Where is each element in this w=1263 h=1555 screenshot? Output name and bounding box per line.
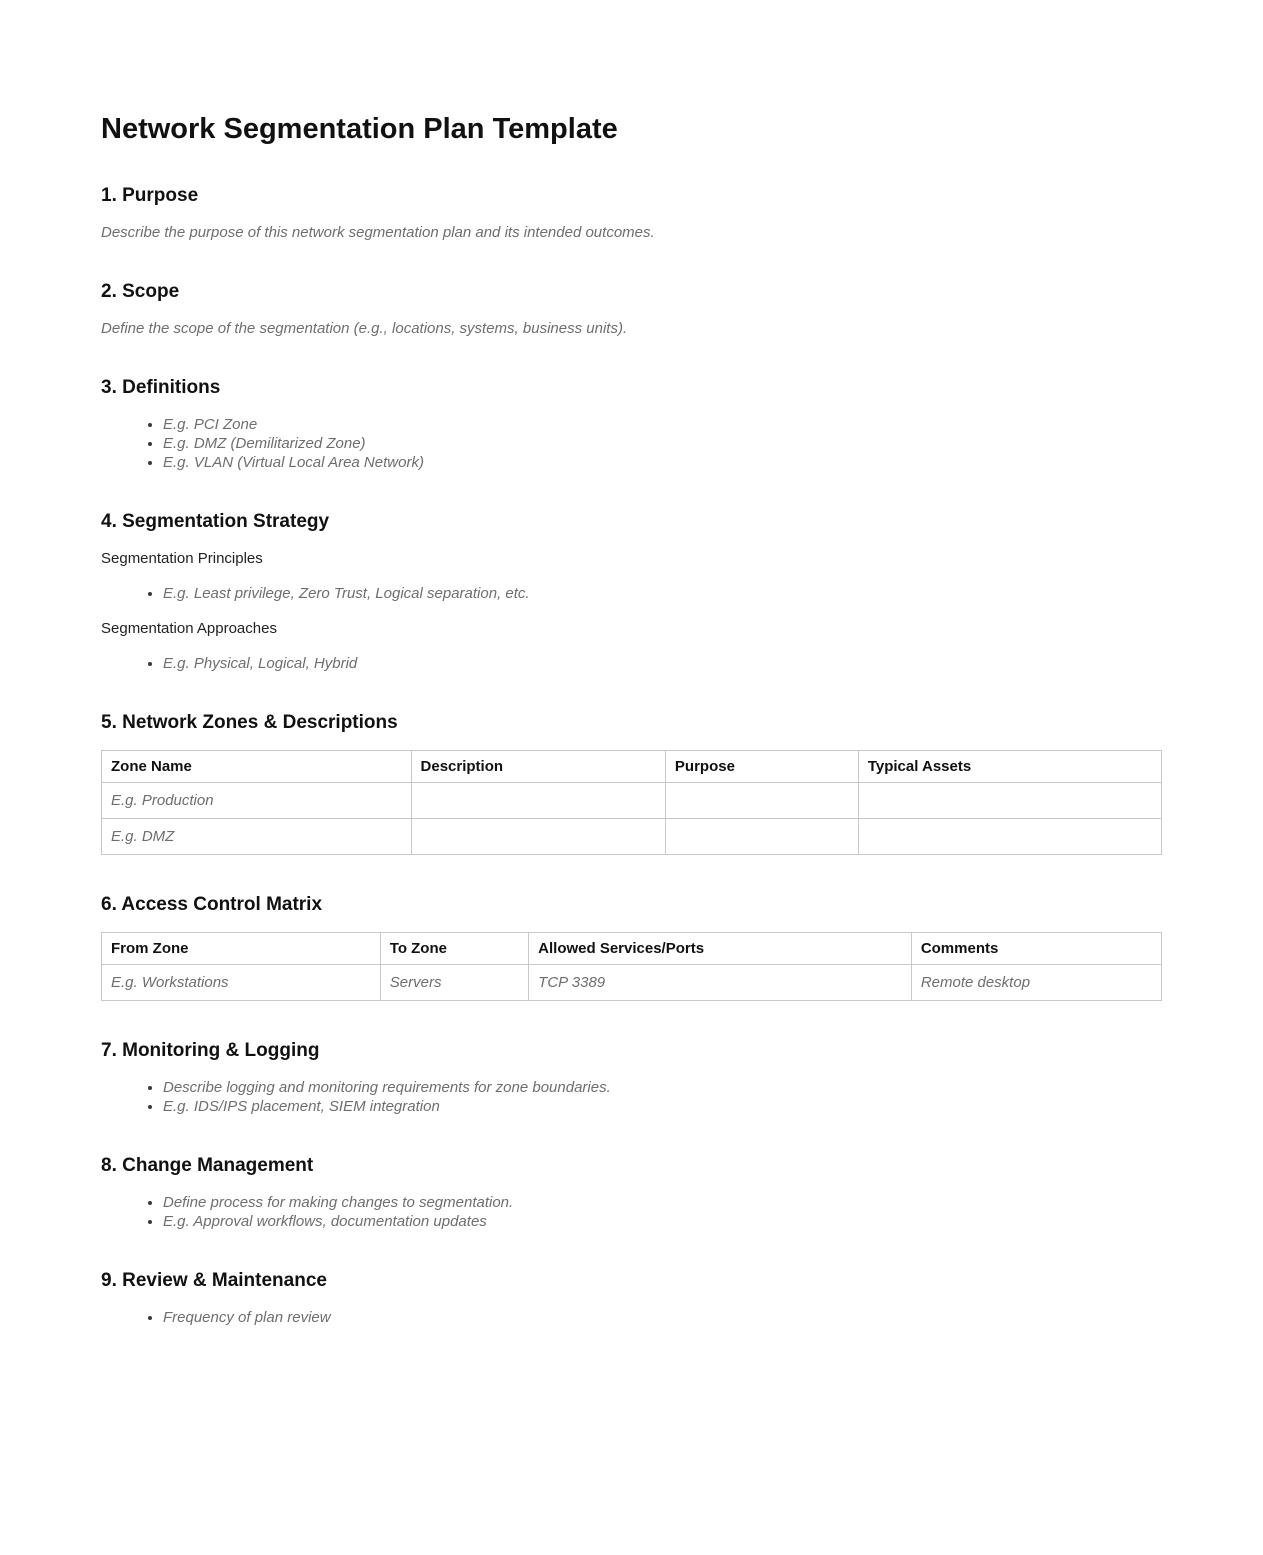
list-item: • E.g. IDS/IPS placement, SIEM integration <box>163 1097 1162 1116</box>
list-item: • E.g. Physical, Logical, Hybrid <box>163 654 1162 673</box>
table-row <box>102 819 1162 855</box>
column-header: Allowed Services/Ports <box>529 933 912 965</box>
section-heading-access: 6. Access Control Matrix <box>101 894 323 915</box>
column-header: Purpose <box>665 751 858 783</box>
section-heading-strategy: 4. Segmentation Strategy <box>101 511 330 532</box>
network-zones-table <box>101 750 1162 855</box>
strategy-principles-list <box>101 584 1162 603</box>
list-item: • E.g. Least privilege, Zero Trust, Logical separation, etc. <box>163 584 1162 603</box>
table-cell: E.g. DMZ <box>102 819 412 855</box>
column-header: From Zone <box>102 933 381 965</box>
section-monitoring-logging <box>101 1039 1162 1116</box>
strategy-principles-label: Segmentation Principles <box>101 550 263 567</box>
review-maintenance-list <box>101 1308 1162 1327</box>
scope-placeholder-text: Define the scope of the segmentation (e.g., locations, systems, business units). <box>101 320 628 337</box>
table-cell <box>411 783 665 819</box>
list-item: • Frequency of plan review <box>163 1308 1162 1327</box>
section-review-maintenance <box>101 1269 1162 1327</box>
table-cell <box>858 783 1161 819</box>
list-item: • E.g. Approval workflows, documentation updates <box>163 1212 1162 1231</box>
access-control-table <box>101 932 1162 1001</box>
section-access-control-matrix <box>101 893 1162 1001</box>
list-item: • Describe logging and monitoring requirements for zone boundaries. <box>163 1078 1162 1097</box>
section-heading-review: 9. Review & Maintenance <box>101 1270 327 1291</box>
table-cell: Remote desktop <box>911 965 1161 1001</box>
section-purpose <box>101 184 1162 242</box>
table-header-row <box>102 933 1162 965</box>
column-header: Typical Assets <box>858 751 1161 783</box>
table-cell: E.g. Production <box>102 783 412 819</box>
table-cell: Servers <box>380 965 528 1001</box>
strategy-approaches-list <box>101 654 1162 673</box>
column-header: Zone Name <box>102 751 412 783</box>
column-header: To Zone <box>380 933 528 965</box>
section-heading-change: 8. Change Management <box>101 1155 314 1176</box>
column-header: Description <box>411 751 665 783</box>
section-heading-definitions: 3. Definitions <box>101 377 221 398</box>
purpose-placeholder-text: Describe the purpose of this network segmentation plan and its intended outcomes. <box>101 224 655 241</box>
table-row <box>102 965 1162 1001</box>
section-heading-zones: 5. Network Zones & Descriptions <box>101 712 398 733</box>
list-item: • E.g. VLAN (Virtual Local Area Network) <box>163 453 1162 472</box>
section-change-management <box>101 1154 1162 1231</box>
section-segmentation-strategy <box>101 510 1162 673</box>
table-cell <box>411 819 665 855</box>
strategy-approaches-label: Segmentation Approaches <box>101 620 277 637</box>
definitions-list <box>101 415 1162 472</box>
table-cell <box>858 819 1161 855</box>
section-heading-purpose: 1. Purpose <box>101 185 199 206</box>
table-cell <box>665 783 858 819</box>
table-cell: E.g. Workstations <box>102 965 381 1001</box>
section-definitions <box>101 376 1162 472</box>
change-management-list <box>101 1193 1162 1231</box>
section-scope <box>101 280 1162 338</box>
section-heading-monitoring: 7. Monitoring & Logging <box>101 1040 320 1061</box>
table-cell: TCP 3389 <box>529 965 912 1001</box>
section-network-zones <box>101 711 1162 855</box>
table-header-row <box>102 751 1162 783</box>
table-row <box>102 783 1162 819</box>
list-item: • E.g. DMZ (Demilitarized Zone) <box>163 434 1162 453</box>
monitoring-list <box>101 1078 1162 1116</box>
list-item: • Define process for making changes to segmentation. <box>163 1193 1162 1212</box>
section-heading-scope: 2. Scope <box>101 281 180 302</box>
page-title: Network Segmentation Plan Template <box>101 113 618 145</box>
list-item: • E.g. PCI Zone <box>163 415 1162 434</box>
table-cell <box>665 819 858 855</box>
column-header: Comments <box>911 933 1161 965</box>
